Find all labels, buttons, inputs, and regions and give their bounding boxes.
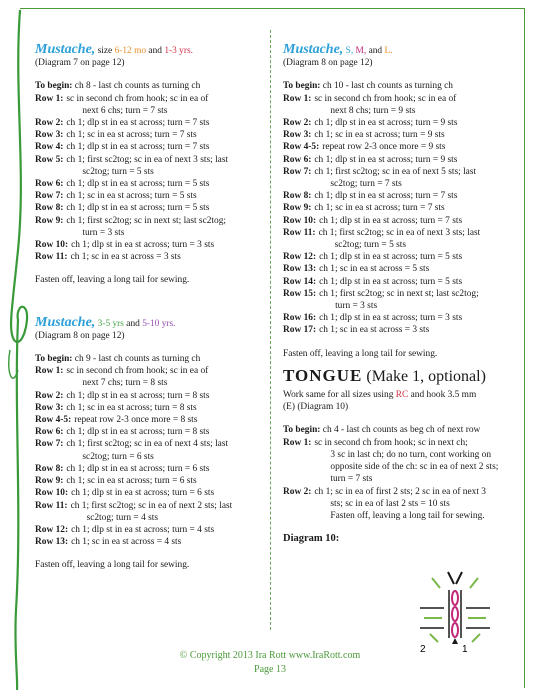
pattern-row (283, 288, 519, 312)
diagram-start-arrow (452, 638, 458, 644)
footer-copyright: © Copyright 2013 Ira Rott www.IraRott.com (179, 650, 361, 661)
fasten-note: Fasten off, leaving a long tail for sewing. (283, 348, 438, 359)
size-and: and (126, 318, 140, 329)
row-label: Row 3: (283, 130, 312, 141)
pattern-row (283, 263, 519, 275)
pattern-row (35, 141, 263, 153)
row-line: ch 1; dlp st in ea st across; turn = 6 sts (71, 488, 215, 499)
row-label: Row 9: (283, 203, 312, 214)
row-line: ch 1; dlp st in ea st across; turn = 3 sts (319, 313, 463, 324)
tongue-row-2 (283, 486, 519, 523)
row-list (35, 93, 263, 264)
size-s: S, (345, 46, 354, 56)
row-text (66, 178, 263, 190)
row-line: sc in second ch from hook; sc in ea of (66, 366, 209, 377)
pattern-row (283, 276, 519, 288)
row-label: Row 11: (35, 500, 68, 511)
row-label: Row 16: (283, 313, 317, 324)
row-line: ch 1; sc in ea st across = 5 sts (319, 264, 430, 275)
row-text (71, 500, 263, 524)
row-line: turn = 7 sts (330, 474, 373, 485)
diagram-ref: (Diagram 7 on page 12) (35, 58, 125, 69)
mustache-section-2 (35, 314, 263, 572)
row-label: Row 8: (283, 191, 312, 202)
pattern-row (35, 178, 263, 190)
pattern-row (35, 414, 263, 426)
row-text (66, 426, 263, 438)
row-line: ch 1; dlp st in ea st across; turn = 8 sts (66, 427, 210, 438)
row-line: ch 1; sc in ea st across = 3 sts (319, 325, 430, 336)
row-line: ch 1; first sc2tog; sc in ea of next 2 sts; last (70, 500, 233, 511)
row-text (319, 324, 519, 336)
begin-label: To begin: (35, 81, 73, 92)
row-line: ch 1; sc in ea st across; turn = 7 sts (66, 130, 197, 141)
row-label: Row 1: (283, 93, 312, 104)
row-text (71, 536, 263, 548)
row-line: sc in second ch from hook; sc in next ch; (314, 437, 468, 448)
row-line: ch 1; first sc2tog; sc in ea of next 3 sts; last (66, 154, 229, 165)
row-line: next 7 chs; turn = 8 sts (82, 378, 168, 389)
pattern-row (283, 117, 519, 129)
row-line: ch 1; dlp st in ea st across; turn = 4 sts (71, 524, 215, 535)
row-label: Row 2: (283, 118, 312, 129)
pattern-row (35, 365, 263, 389)
row-label: Row 1: (35, 366, 64, 377)
row-line: 3 sc in last ch; do no turn, cont working on (330, 449, 492, 460)
begin-text: ch 8 - last ch counts as turning ch (74, 81, 201, 92)
row-text (314, 190, 519, 202)
row-line: ch 1; dlp st in ea st across; turn = 9 sts (314, 118, 458, 129)
row-label: Row 6: (283, 154, 312, 165)
pattern-row (35, 500, 263, 524)
row-line: ch 1; first sc2tog; sc in ea of next 4 sts; last (66, 439, 229, 450)
tongue-heading (283, 365, 519, 385)
mustache-section-1 (35, 44, 263, 287)
row-label: Row 8: (35, 203, 64, 214)
intro-color-code: RC (395, 390, 409, 401)
row-line: ch 1; sc in ea of first 2 sts; 2 sc in ea of next 3 (314, 486, 486, 497)
row-label: Row 10: (283, 215, 317, 226)
frame-top-line (20, 8, 525, 9)
row-label: Row 8: (35, 463, 64, 474)
row-line: Fasten off, leaving a long tail for sewing. (330, 510, 485, 521)
row-line: ch 1; sc in ea st across; turn = 9 sts (314, 130, 445, 141)
begin-label: To begin: (283, 81, 321, 92)
diagram-ref: (Diagram 8 on page 12) (283, 58, 373, 69)
row-line: sc in second ch from hook; sc in ea of (314, 93, 457, 104)
row-text (66, 365, 263, 389)
size-prefix: size (97, 46, 113, 56)
size-m: M, (355, 46, 367, 56)
row-text (71, 524, 263, 536)
row-text (66, 93, 263, 117)
row-line: ch 1; dlp st in ea st across; turn = 7 sts (314, 191, 458, 202)
pattern-row (35, 487, 263, 499)
begin-line (283, 424, 519, 436)
row-line: ch 1; sc in ea st across = 4 sts (71, 537, 182, 548)
row-line: ch 1; dlp st in ea st across; turn = 5 sts (66, 203, 210, 214)
row-label: Row 7: (35, 191, 64, 202)
pattern-row (35, 93, 263, 117)
row-label: Row 11: (35, 252, 68, 263)
row-text (66, 190, 263, 202)
row-text (314, 93, 519, 117)
section-heading (35, 314, 263, 330)
pattern-row (283, 251, 519, 263)
pattern-row (35, 536, 263, 548)
row-line: turn = 3 sts (335, 301, 378, 312)
row-text (71, 251, 263, 263)
left-column (35, 44, 263, 582)
pattern-row (283, 227, 519, 251)
section-heading (283, 44, 519, 57)
row-text (71, 487, 263, 499)
begin-line (283, 80, 519, 92)
row-text (66, 215, 263, 239)
row-text (319, 227, 519, 251)
row-line: sc2tog; turn = 4 sts (86, 512, 158, 523)
diagram-10-label: Diagram 10: (283, 533, 340, 545)
size-and: and (148, 46, 162, 56)
pattern-row (283, 166, 519, 190)
section-heading (35, 44, 263, 57)
pattern-row (35, 390, 263, 402)
row-label: Row 1: (283, 437, 312, 448)
row-line: sc2tog; turn = 5 sts (82, 166, 154, 177)
size-b: 5-10 yrs. (142, 318, 176, 329)
tongue-row-1 (283, 437, 519, 486)
row-label: Row 6: (35, 179, 64, 190)
size-a: 3-5 yrs (97, 318, 124, 329)
row-label: Row 2: (35, 390, 64, 401)
diagram-top-v (448, 572, 462, 584)
intro-text: (E) (Diagram 10) (283, 402, 349, 413)
row-label: Row 17: (283, 325, 317, 336)
pattern-row (35, 129, 263, 141)
pattern-row (35, 215, 263, 239)
row-line: ch 1; first sc2tog; sc in next st; last sc2tog; (319, 288, 479, 299)
row-line: ch 1; first sc2tog; sc in ea of next 5 sts; last (314, 166, 477, 177)
row-list (35, 365, 263, 548)
row-line: sts; sc in ea of last 2 sts = 10 sts (330, 498, 450, 509)
row-label: Row 12: (283, 252, 317, 263)
tongue-title: TONGUE (283, 365, 363, 385)
row-text (66, 117, 263, 129)
pattern-row (35, 117, 263, 129)
row-text (314, 202, 519, 214)
row-label: Row 2: (283, 486, 312, 497)
row-line: ch 1; dlp st in ea st across; turn = 5 sts (66, 179, 210, 190)
row-line: opposite side of the ch: sc in ea of next 2 sts; (330, 462, 499, 473)
row-label: Row 13: (283, 264, 317, 275)
row-text (66, 154, 263, 178)
row-text (66, 402, 263, 414)
row-line: ch 1; dlp st in ea st across; turn = 7 sts (319, 215, 463, 226)
row-text (66, 141, 263, 153)
diagram-chain-ovals (452, 591, 458, 637)
row-line: ch 1; sc in ea st across = 3 sts (70, 252, 181, 263)
row-text (66, 390, 263, 402)
pattern-row (35, 251, 263, 263)
row-line: sc2tog; turn = 6 sts (82, 451, 154, 462)
row-label: Row 6: (35, 427, 64, 438)
row-label: Row 10: (35, 488, 69, 499)
row-line: ch 1; first sc2tog; sc in ea of next 3 sts; last (318, 227, 481, 238)
row-text (319, 312, 519, 324)
row-line: sc2tog; turn = 7 sts (330, 179, 402, 190)
row-text (66, 475, 263, 487)
pattern-row (35, 154, 263, 178)
row-label: Row 4-5: (283, 142, 320, 153)
row-label: Row 9: (35, 215, 64, 226)
row-line: ch 1; dlp st in ea st across; turn = 9 sts (314, 154, 458, 165)
intro-text: and hook 3.5 mm (410, 390, 477, 401)
row-text (74, 414, 263, 426)
row-text (319, 251, 519, 263)
row-text (319, 263, 519, 275)
pattern-row (283, 141, 519, 153)
row-line: next 8 chs; turn = 9 sts (330, 105, 416, 116)
begin-text: ch 9 - last ch counts as turning ch (74, 354, 201, 365)
row-line: ch 1; dlp st in ea st across; turn = 8 sts (66, 390, 210, 401)
row-label: Row 7: (283, 166, 312, 177)
pattern-row (35, 190, 263, 202)
row-line: ch 1; sc in ea st across; turn = 5 sts (66, 191, 197, 202)
row-label: Row 1: (35, 93, 64, 104)
row-label: Row 12: (35, 524, 69, 535)
row-text (314, 486, 519, 523)
pattern-row (283, 129, 519, 141)
row-line: ch 1; dlp st in ea st across; turn = 6 sts (66, 463, 210, 474)
row-text (66, 438, 263, 462)
row-line: next 6 chs; turn = 7 sts (82, 105, 168, 116)
section-title: Mustache, (35, 42, 96, 57)
row-line: ch 1; dlp st in ea st across; turn = 3 sts (71, 240, 215, 251)
pattern-row (35, 524, 263, 536)
begin-text: ch 10 - last ch counts as turning ch (322, 81, 453, 92)
pattern-row (283, 324, 519, 336)
row-text (314, 129, 519, 141)
mustache-section-3 (283, 44, 519, 360)
row-label: Row 10: (35, 240, 69, 251)
begin-label: To begin: (35, 354, 73, 365)
diagram-10-chart (410, 568, 500, 656)
fasten-note: Fasten off, leaving a long tail for sewing. (35, 560, 190, 571)
row-line: repeat row 2-3 once more = 9 sts (322, 142, 446, 153)
row-text (314, 117, 519, 129)
pattern-row (283, 154, 519, 166)
diagram-ref: (Diagram 8 on page 12) (35, 330, 125, 341)
row-label: Row 11: (283, 227, 316, 238)
begin-label: To begin: (283, 425, 321, 436)
row-line: ch 1; first sc2tog; sc in next st; last sc2tog; (66, 215, 227, 226)
size-a: 6-12 mo (114, 46, 147, 56)
row-text (322, 141, 519, 153)
section-title: Mustache, (283, 42, 344, 57)
row-label: Row 2: (35, 118, 64, 129)
row-text (314, 166, 519, 190)
tongue-subtitle: (Make 1, optional) (366, 367, 486, 385)
pattern-row (283, 202, 519, 214)
row-line: ch 1; dlp st in ea st across; turn = 5 sts (319, 276, 463, 287)
row-line: ch 1; sc in ea st across; turn = 8 sts (66, 402, 197, 413)
row-text (71, 239, 263, 251)
row-text (66, 129, 263, 141)
diagram-row-num-2: 2 (420, 644, 426, 655)
diagram-black-strokes (420, 590, 490, 638)
row-line: ch 1; dlp st in ea st across; turn = 7 sts (66, 142, 210, 153)
pattern-row (35, 239, 263, 251)
tongue-intro (283, 389, 519, 413)
size-and: and (368, 46, 383, 56)
pattern-row (35, 438, 263, 462)
pattern-row (35, 463, 263, 475)
frame-right-line (524, 8, 525, 688)
row-line: ch 1; sc in ea st across; turn = 7 sts (314, 203, 445, 214)
row-line: sc2tog; turn = 5 sts (334, 240, 406, 251)
row-label: Row 14: (283, 276, 317, 287)
row-line: sc in second ch from hook; sc in ea of (66, 93, 209, 104)
row-text (66, 202, 263, 214)
section-title: Mustache, (35, 314, 96, 330)
pattern-row (35, 402, 263, 414)
begin-line (35, 80, 263, 92)
row-line: ch 1; dlp st in ea st across; turn = 5 sts (319, 252, 463, 263)
row-text (319, 215, 519, 227)
pattern-row (283, 312, 519, 324)
frame-left-vine (4, 10, 34, 690)
row-label: Row 15: (283, 288, 317, 299)
row-list (283, 93, 519, 337)
row-text (314, 437, 519, 486)
row-text (319, 276, 519, 288)
pattern-row (283, 190, 519, 202)
row-line: repeat row 2-3 once more = 8 sts (74, 415, 198, 426)
right-column (283, 44, 519, 545)
pattern-row (283, 215, 519, 227)
pattern-row (283, 93, 519, 117)
row-label: Row 13: (35, 537, 69, 548)
row-label: Row 4: (35, 142, 64, 153)
row-text (319, 288, 519, 312)
row-label: Row 9: (35, 476, 64, 487)
column-divider (270, 30, 271, 630)
row-text (314, 154, 519, 166)
row-label: Row 7: (35, 439, 64, 450)
begin-text: ch 4 - last ch counts as beg ch of next row (322, 425, 481, 436)
row-line: ch 1; sc in ea st across; turn = 6 sts (66, 476, 197, 487)
size-l: L. (384, 46, 393, 56)
begin-line (35, 353, 263, 365)
row-line: ch 1; dlp st in ea st across; turn = 7 sts (66, 118, 210, 129)
size-b: 1-3 yrs. (164, 46, 193, 56)
intro-text: Work same for all sizes using (283, 390, 394, 401)
pattern-row (35, 202, 263, 214)
pattern-row (35, 426, 263, 438)
row-label: Row 3: (35, 402, 64, 413)
row-label: Row 4-5: (35, 415, 72, 426)
footer-page-number: Page 13 (254, 664, 286, 675)
fasten-note: Fasten off, leaving a long tail for sewing. (35, 275, 190, 286)
row-text (66, 463, 263, 475)
row-label: Row 3: (35, 130, 64, 141)
row-label: Row 5: (35, 154, 64, 165)
diagram-top-strokes (432, 578, 478, 588)
diagram-row-num-1: 1 (462, 644, 468, 655)
pattern-row (35, 475, 263, 487)
row-line: turn = 3 sts (82, 227, 125, 238)
